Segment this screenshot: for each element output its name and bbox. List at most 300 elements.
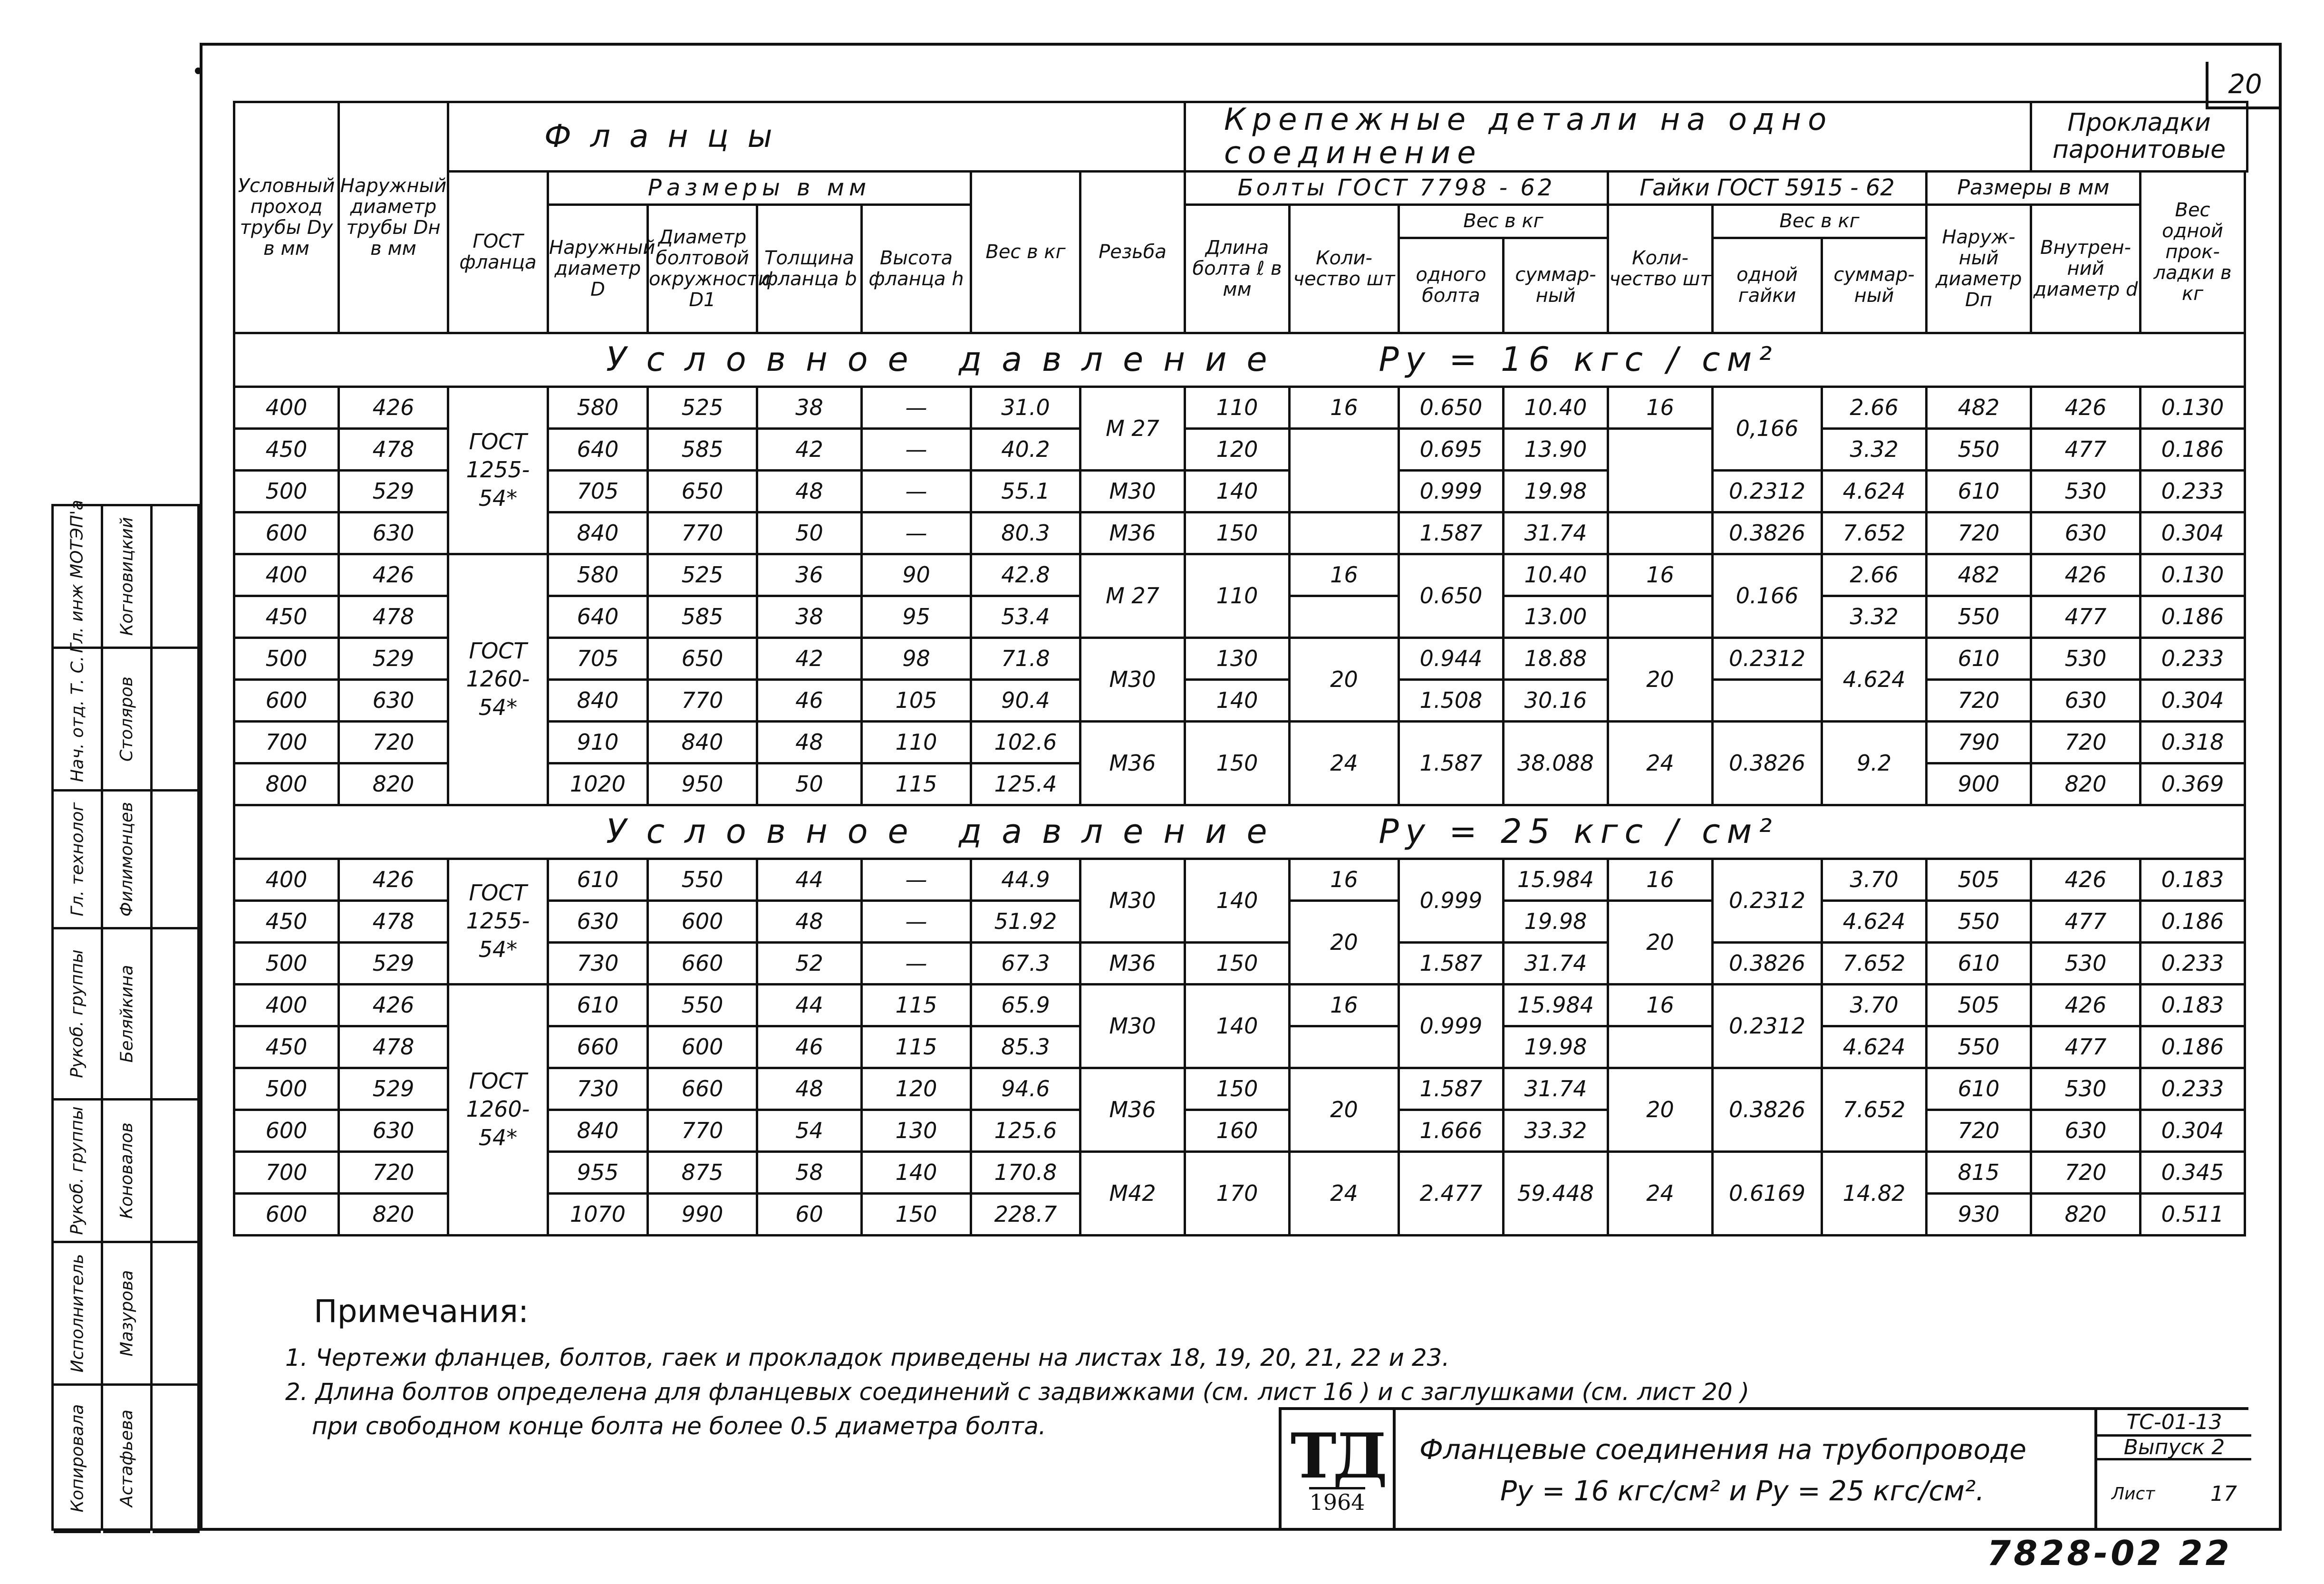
cell: 120 [1185,428,1290,470]
cell [1608,596,1713,637]
cell: 630 [339,512,448,554]
col-thickness: Толщина фланца b [757,204,862,333]
cell: 705 [548,470,648,512]
cell: 700 [234,1151,339,1193]
cell: 0.318 [2141,721,2245,763]
cell: 20 [1608,1068,1713,1151]
cell: 55.1 [971,470,1080,512]
cell: 19.98 [1504,1026,1608,1068]
stamp-text: Рукоб. группы [68,949,87,1078]
header-nut-weight: Вес в кг [1713,204,1927,238]
col-gasket-outer: Наруж-ный диаметр Dп [1927,204,2031,333]
cell: 38.088 [1504,721,1608,805]
cell: 125.4 [971,763,1080,805]
cell: 53.4 [971,596,1080,637]
cell: 7.652 [1822,512,1927,554]
cell: 530 [2031,637,2141,679]
cell: 640 [548,596,648,637]
stamp-cell [103,506,150,649]
cell: 600 [234,1193,339,1235]
cell: 0.166 [1713,554,1822,637]
stamp-text: Гл. инж МОТЭП'а [68,500,87,653]
cell: 94.6 [971,1068,1080,1110]
cell: 720 [2031,1151,2141,1193]
cell: 426 [2031,984,2141,1026]
logo-mark: ТД [1290,1420,1384,1492]
stamp-cell [103,649,150,792]
cell: 19.98 [1504,900,1608,942]
cell: 16 [1290,386,1399,428]
stamp-cell [153,929,200,1101]
cell: M36 [1080,721,1185,805]
cell: 0.369 [2141,763,2245,805]
cell: 0.183 [2141,859,2245,900]
cell: 0.999 [1399,984,1504,1068]
cell: 150 [1185,512,1290,554]
cell: 1.508 [1399,679,1504,721]
cell: 50 [757,512,862,554]
cell: 15.984 [1504,984,1608,1026]
cell: 98 [862,637,971,679]
stamp-cell [54,1243,101,1386]
cell: 630 [2031,679,2141,721]
cell: 610 [1927,1068,2031,1110]
col-bolt-qty: Коли-чество шт [1290,204,1399,333]
cell: 0.650 [1399,386,1504,428]
cell: 820 [339,1193,448,1235]
cell: 19.98 [1504,470,1608,512]
col-flange-weight: Вес в кг [971,171,1080,333]
cell: 840 [548,1110,648,1151]
header-dims: Размеры в мм [548,171,971,204]
cell: 140 [1185,984,1290,1068]
cell: 24 [1608,721,1713,805]
cell [1290,1026,1399,1068]
cell: 730 [548,942,648,984]
stamp-text: Рукоб. группы [68,1106,87,1235]
cell: 478 [339,428,448,470]
cell: 426 [339,554,448,596]
cell: 450 [234,596,339,637]
cell: M30 [1080,470,1185,512]
cell: 54 [757,1110,862,1151]
cell: 426 [339,386,448,428]
cell: 500 [234,1068,339,1110]
stamp-cell [153,1386,200,1533]
cell: 770 [648,1110,757,1151]
section-16-title: Условное давление Ру = 16 кгс / см² [234,333,2245,386]
cell: 38 [757,596,862,637]
stamp-cell [54,1386,101,1533]
cell: 0.999 [1399,859,1504,942]
col-height: Высота фланца h [862,204,971,333]
cell: 840 [648,721,757,763]
cell: 36 [757,554,862,596]
cell: 550 [1927,596,2031,637]
cell: 110 [862,721,971,763]
cell: 426 [339,859,448,900]
stamp-text: Мазурова [117,1270,137,1357]
cell: 1.587 [1399,512,1504,554]
cell: — [862,470,971,512]
cell: 0.3826 [1713,1068,1822,1151]
cell: 840 [548,679,648,721]
col-bolt-w1: одного болта [1399,238,1504,333]
col-nominal-bore: Условный проход трубы Dу в мм [234,102,339,333]
cell: 0.186 [2141,1026,2245,1068]
cell: 482 [1927,554,2031,596]
stamp-text: Астафьева [117,1410,136,1507]
cell: 0.695 [1399,428,1504,470]
cell: 990 [648,1193,757,1235]
cell: 400 [234,386,339,428]
cell: 85.3 [971,1026,1080,1068]
cell: 529 [339,1068,448,1110]
cell: 0.183 [2141,984,2245,1026]
cell: 955 [548,1151,648,1193]
cell: 2.477 [1399,1151,1504,1235]
cell: 15.984 [1504,859,1608,900]
col-outer-diam: Наружный диаметр трубы Dн в мм [339,102,448,333]
cell: — [862,512,971,554]
cell: 150 [1185,1068,1290,1110]
cell: 4.624 [1822,900,1927,942]
section-25-title: Условное давление Ру = 25 кгс / см² [234,805,2245,859]
col-d-outer: Наружный диаметр D [548,204,648,333]
sheet-row [2097,1460,2251,1527]
cell: 31.74 [1504,1068,1608,1110]
note-2-continued: при свободном конце болта не более 0.5 диаметра болта. [312,1412,1046,1440]
cell: 529 [339,942,448,984]
p25-row [234,984,2247,1026]
stamp-cell [54,500,101,653]
cell: 600 [234,679,339,721]
cell: 46 [757,679,862,721]
page-number: 20 [2206,62,2282,109]
cell: 530 [2031,1068,2141,1110]
cell: 52 [757,942,862,984]
cell: 20 [1608,900,1713,984]
cell: 585 [648,596,757,637]
cell: — [862,900,971,942]
sheet-label: Лист [2112,1484,2155,1504]
cell: 950 [648,763,757,805]
approval-stamp [51,500,200,1531]
sheet-number: 17 [2210,1481,2237,1506]
cell: 660 [648,942,757,984]
cell: 815 [1927,1151,2031,1193]
cell: 505 [1927,984,2031,1026]
cell: 930 [1927,1193,2031,1235]
p16-row [234,554,2247,596]
cell: 30.16 [1504,679,1608,721]
cell: 640 [548,428,648,470]
cell: 0.2312 [1713,859,1822,942]
cell: 20 [1608,637,1713,721]
stamp-cell [54,929,101,1101]
cell: 3.70 [1822,859,1927,900]
cell: 600 [234,1110,339,1151]
cell: 20 [1290,1068,1399,1151]
cell [1290,512,1399,554]
cell: — [862,942,971,984]
stamp-cell [153,649,200,792]
cell: 4.624 [1822,637,1927,721]
col-gasket-weight: Вес одной прок-ладки в кг [2141,171,2245,333]
cell: 170.8 [971,1151,1080,1193]
cell: 0.233 [2141,470,2245,512]
cell: 115 [862,984,971,1026]
stamp-cell [103,1243,150,1386]
cell: 820 [339,763,448,805]
cell: 610 [548,984,648,1026]
cell [1608,512,1713,554]
cell: 4.624 [1822,1026,1927,1068]
cell: 0.304 [2141,1110,2245,1151]
cell: 705 [548,637,648,679]
stamp-cell [103,792,150,929]
stamp-text: Беляйкина [117,965,136,1063]
document-title [1419,1429,2026,1512]
stamp-text: Коновалов [117,1122,136,1219]
gost-cell: ГОСТ 1260-54* [448,554,548,805]
gost-cell: ГОСТ 1260-54* [448,984,548,1235]
header-flanges: Фланцы [448,102,1185,172]
cell: 10.40 [1504,386,1608,428]
cell: 140 [862,1151,971,1193]
cell: 482 [1927,386,2031,428]
cell: 14.82 [1822,1151,1927,1235]
cell: 71.8 [971,637,1080,679]
cell: 0,166 [1713,386,1822,470]
stamp-cell [153,1101,200,1243]
cell: 80.3 [971,512,1080,554]
cell: 16 [1290,984,1399,1026]
cell: 90 [862,554,971,596]
cell [1608,428,1713,512]
col-thread: Резьба [1080,171,1185,333]
header-gaskets: Прокладки паронитовые [2031,102,2247,172]
cell: 630 [2031,512,2141,554]
stamp-cell [54,649,101,792]
stamp-text: Исполнитель [68,1254,87,1373]
cell: — [862,386,971,428]
cell: 426 [339,984,448,1026]
stamp-cell [54,792,101,929]
cell: 910 [548,721,648,763]
col-d-bolt: Диаметр болтовой окружности D1 [648,204,757,333]
cell: 478 [339,596,448,637]
cell: 3.32 [1822,596,1927,637]
cell: 550 [648,984,757,1026]
pressure-25-body [234,805,2247,1235]
cell: 426 [2031,859,2141,900]
cell: 600 [648,1026,757,1068]
note-1: 1. Чертежи фланцев, болтов, гаек и прокладок приведены на листах 18, 19, 20, 21, 22 и 23. [285,1344,1450,1372]
cell: 730 [548,1068,648,1110]
cell: 24 [1290,1151,1399,1235]
stamp-cell [153,792,200,929]
col-nut-qty: Коли-чество шт [1608,204,1713,333]
table-header [234,102,2247,333]
cell: 790 [1927,721,2031,763]
cell: 13.00 [1504,596,1608,637]
cell: 24 [1290,721,1399,805]
header-nuts: Гайки ГОСТ 5915 - 62 [1608,171,1927,204]
cell: 33.32 [1504,1110,1608,1151]
cell: 450 [234,900,339,942]
archive-code: 7828-02 22 [1987,1533,2232,1573]
cell: 660 [548,1026,648,1068]
cell: 40.2 [971,428,1080,470]
cell: 10.40 [1504,554,1608,596]
cell: 720 [339,721,448,763]
cell: 0.6169 [1713,1151,1822,1235]
col-gasket-inner: Внутрен-ний диаметр d [2031,204,2141,333]
cell: M36 [1080,1068,1185,1151]
cell: 505 [1927,859,2031,900]
header-bolt-weight: Вес в кг [1399,204,1608,238]
cell: 0.233 [2141,637,2245,679]
cell: 650 [648,470,757,512]
gost-cell: ГОСТ 1255-54* [448,859,548,984]
cell: 400 [234,984,339,1026]
stamp-cell [103,1101,150,1243]
cell: 9.2 [1822,721,1927,805]
cell: 46 [757,1026,862,1068]
cell: 0.304 [2141,679,2245,721]
cell: 875 [648,1151,757,1193]
cell: 450 [234,428,339,470]
cell: 67.3 [971,942,1080,984]
cell [1290,596,1399,637]
cell: 720 [339,1151,448,1193]
header-fasteners: Крепежные детали на одно соединение [1185,102,2031,172]
cell: M 27 [1080,386,1185,470]
cell: 110 [1185,386,1290,428]
cell: 820 [2031,1193,2141,1235]
cell: 610 [548,859,648,900]
cell: 426 [2031,554,2141,596]
stamp-text: Когновицкий [117,517,136,636]
cell: 400 [234,554,339,596]
cell: 44 [757,984,862,1026]
cell: 1070 [548,1193,648,1235]
cell: 600 [234,512,339,554]
cell: 0.186 [2141,428,2245,470]
cell: 18.88 [1504,637,1608,679]
cell: 580 [548,386,648,428]
cell: 24 [1608,1151,1713,1235]
cell: 500 [234,637,339,679]
stamp-text: Гл. технолог [68,802,87,917]
cell: 820 [2031,763,2141,805]
stamp-cell [153,1243,200,1386]
cell: 51.92 [971,900,1080,942]
cell: 525 [648,554,757,596]
cell: 65.9 [971,984,1080,1026]
cell: M42 [1080,1151,1185,1235]
doc-code: ТС-01-13 [2097,1410,2251,1437]
cell: 770 [648,512,757,554]
cell: 478 [339,1026,448,1068]
cell: 660 [648,1068,757,1110]
cell: 0.345 [2141,1151,2245,1193]
cell: 530 [2031,942,2141,984]
cell [1608,1026,1713,1068]
cell: 0.999 [1399,470,1504,512]
cell: 0.233 [2141,942,2245,984]
cell: 110 [1185,554,1290,637]
stamp-cell [103,1386,150,1533]
cell: 115 [862,763,971,805]
cell: 529 [339,470,448,512]
cell: 140 [1185,470,1290,512]
cell: 105 [862,679,971,721]
stamp-cell [54,1101,101,1243]
stamp-text: Копировала [68,1404,87,1513]
cell [1713,679,1822,721]
cell: M 27 [1080,554,1185,637]
cell: 477 [2031,900,2141,942]
cell: 630 [339,679,448,721]
cell: 630 [548,900,648,942]
p16-row [234,386,2247,428]
stamp-text: Столяров [117,676,136,762]
cell: 0.3826 [1713,721,1822,805]
stamp-text: Филимонцев [117,802,137,917]
cell: 610 [1927,470,2031,512]
cell: 16 [1608,386,1713,428]
cell: 0.2312 [1713,470,1822,512]
cell: 477 [2031,428,2141,470]
col-gost-flange: ГОСТ фланца [448,171,548,333]
cell: 50 [757,763,862,805]
cell: 0.2312 [1713,637,1822,679]
cell: 585 [648,428,757,470]
td-logo [1282,1410,1396,1528]
cell: 400 [234,859,339,900]
cell: 42 [757,428,862,470]
cell: 16 [1608,984,1713,1026]
cell: 125.6 [971,1110,1080,1151]
cell: 16 [1608,859,1713,900]
cell: M30 [1080,859,1185,942]
cell: 700 [234,721,339,763]
stamp-cell [103,929,150,1101]
title-block [1279,1407,2248,1528]
cell: 530 [2031,470,2141,512]
cell: 0.2312 [1713,984,1822,1068]
stamp-column [153,506,202,1528]
cell: 0.511 [2141,1193,2245,1235]
cell: 800 [234,763,339,805]
cell: 31.74 [1504,942,1608,984]
cell: 1.587 [1399,942,1504,984]
cell: 44.9 [971,859,1080,900]
cell: 0.186 [2141,900,2245,942]
cell: 1020 [548,763,648,805]
cell: 31.74 [1504,512,1608,554]
cell: 4.624 [1822,470,1927,512]
gost-cell: ГОСТ 1255-54* [448,386,548,554]
stamp-cell [153,506,200,649]
cell: 48 [757,900,862,942]
cell: 478 [339,900,448,942]
cell: 16 [1608,554,1713,596]
cell: 720 [1927,1110,2031,1151]
cell: 140 [1185,679,1290,721]
